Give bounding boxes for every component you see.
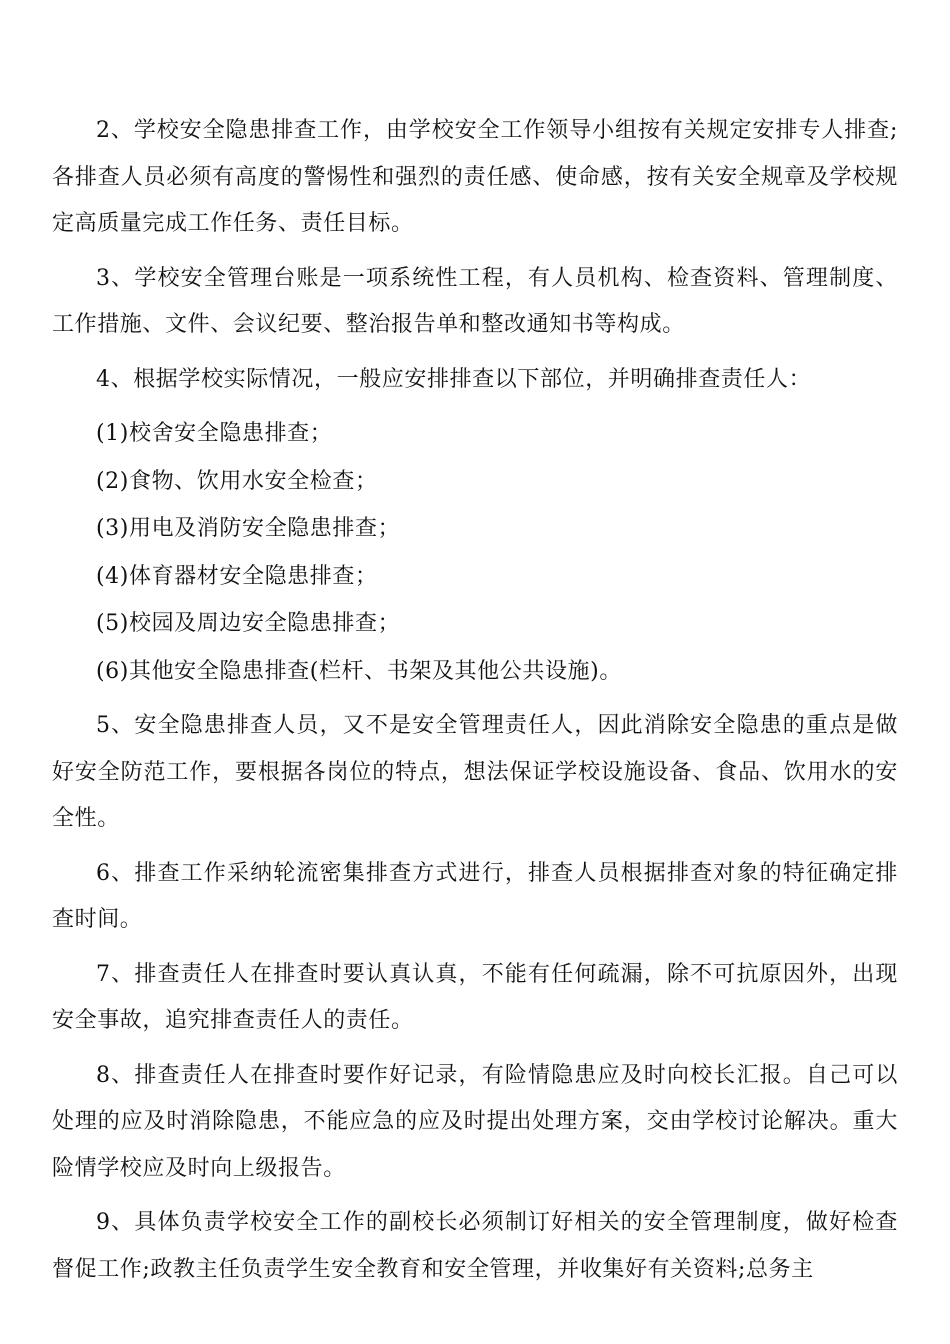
list-item-5: (5)校园及周边安全隐患排查；	[96, 611, 401, 636]
paragraph-5: 5、安全隐患排查人员，又不是安全管理责任人，因此消除安全隐患的重点是做好安全防范工作，要根据各岗位的特点，想法保证学校设施设备、食品、饮用水的安全性。	[52, 713, 898, 831]
paragraph-8: 8、排查责任人在排查时要作好记录，有险情隐患应及时向校长汇报。自己可以处理的应及时消除隐患，不能应急的应及时提出处理方案，交由学校讨论解决。重大险情学校应及时向上级报告。	[52, 1062, 898, 1181]
paragraph-3: 3、学校安全管理台账是一项系统性工程，有人员机构、检查资料、管理制度、工作措施、文件、会议纪要、整治报告单和整改通知书等构成。	[52, 265, 898, 337]
paragraph-4: 4、根据学校实际情况，一般应安排排查以下部位，并明确排查责任人：	[96, 366, 812, 392]
list-item-6: (6)其他安全隐患排查(栏杆、书架及其他公共设施)。	[96, 658, 622, 684]
paragraph-2: 2、学校安全隐患排查工作，由学校安全工作领导小组按有关规定安排专人排查;各排查人员必须有高度的警惕性和强烈的责任感、使命感，按有关安全规章及学校规定高质量完成工作任务、责任目标。	[52, 118, 898, 236]
list-item-4: (4)体育器材安全隐患排查；	[96, 563, 378, 589]
document-page	[52, 108, 898, 1301]
paragraph-9: 9、具体负责学校安全工作的副校长必须制订好相关的安全管理制度，做好检查督促工作;政教主任负责学生安全教育和安全管理，并收集好有关资料;总务主	[52, 1210, 898, 1282]
list-item-1: (1)校舍安全隐患排查；	[96, 421, 333, 446]
list-item-3: (3)用电及消防安全隐患排查；	[96, 516, 401, 541]
paragraph-7: 7、排查责任人在排查时要认真认真，不能有任何疏漏，除不可抗原因外，出现安全事故，追究排查责任人的责任。	[52, 961, 898, 1033]
paragraph-6: 6、排查工作采纳轮流密集排查方式进行，排查人员根据排查对象的特征确定排查时间。	[52, 860, 898, 932]
list-item-2: (2)食物、饮用水安全检查；	[96, 468, 378, 494]
